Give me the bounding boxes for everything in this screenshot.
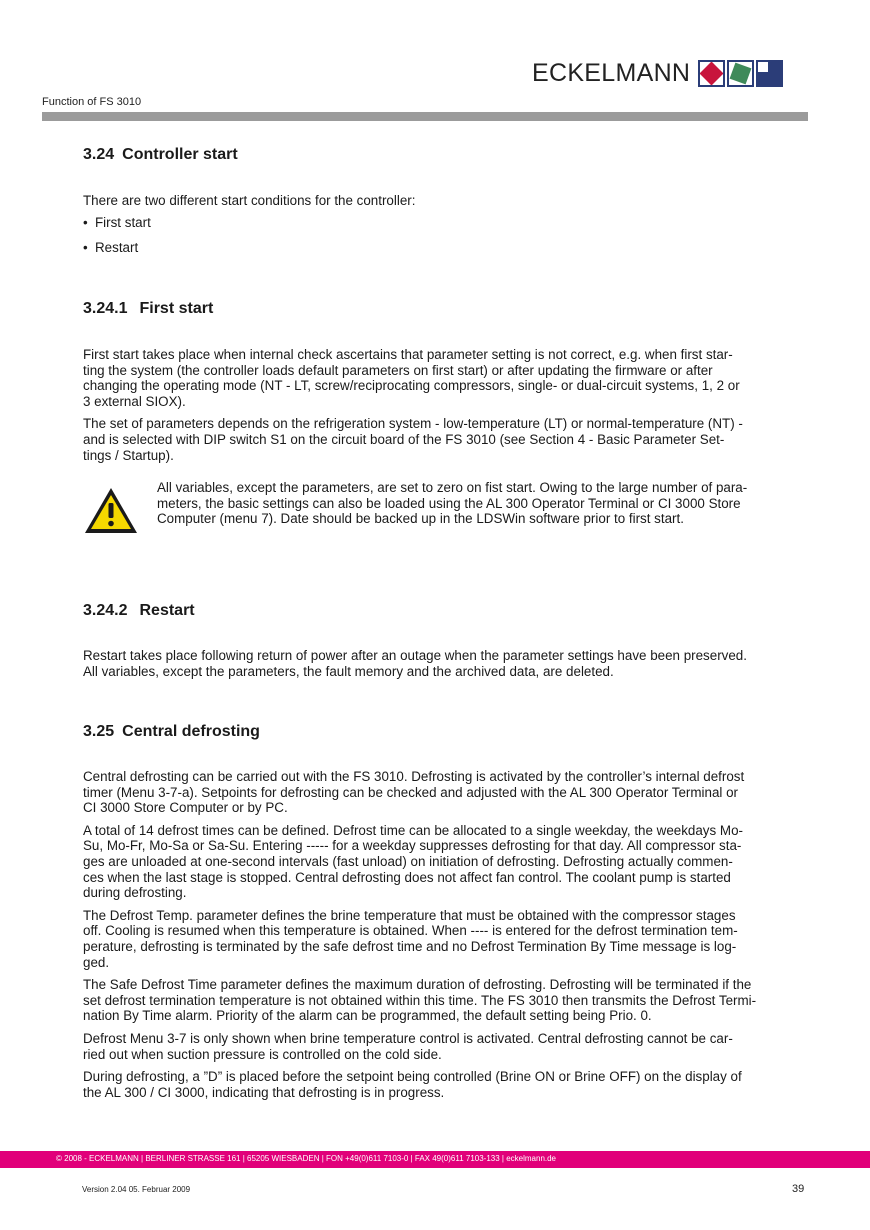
- heading-title: Central defrosting: [122, 722, 260, 740]
- text-line: The Safe Defrost Time parameter defines the maximum duration of defrosting. Defrosting will be terminated if the: [83, 977, 752, 993]
- text-line: set defrost termination temperature is not obtained within this time. The FS 3010 then transmits the Defrost Termi-: [83, 992, 757, 1008]
- text-line: ges are unloaded at one-second intervals (fast unload) on initiation of defrosting. Defrosting actually commen-: [83, 854, 733, 870]
- heading-3-24-1: [83, 301, 823, 317]
- paragraph: [83, 908, 823, 970]
- text-line: off. Cooling is resumed when this temperature is obtained. When ---- is entered for the defrost termination tem-: [83, 923, 738, 939]
- heading-number: 3.24: [83, 146, 115, 163]
- heading-title: Controller start: [122, 146, 238, 163]
- paragraph: [83, 347, 823, 409]
- text-line: ried out when suction pressure is controlled on the cold side.: [83, 1046, 442, 1062]
- header-rule: [42, 112, 808, 121]
- text-line: timer (Menu 3-7-a). Setpoints for defrosting can be checked and adjusted with the AL 300 Operator Terminal or: [83, 784, 739, 800]
- text-line: All variables, except the parameters, are set to zero on fist start. Owing to the large number of para-: [157, 480, 748, 496]
- text-line: changing the operating mode (NT - LT, screw/reciprocating compressors, single- or dual-circuit systems, 1, 2 or: [83, 378, 740, 394]
- page-content: [83, 147, 823, 1107]
- text-line: Computer (menu 7). Date should be backed up in the LDSWin software prior to first start.: [157, 511, 684, 527]
- paragraph: There are two different start conditions for the controller:: [83, 192, 416, 208]
- eckelmann-logo: [532, 58, 783, 88]
- text-line: Restart takes place following return of power after an outage when the parameter settings have been preserved.: [83, 648, 747, 664]
- heading-title: First start: [139, 300, 214, 318]
- text-line: The Defrost Temp. parameter defines the brine temperature that must be obtained with the compressor stages: [83, 907, 736, 923]
- paragraph: [83, 1069, 823, 1100]
- text-line: ces when the last stage is stopped. Central defrosting does not affect fan control. The coolant pump is started: [83, 869, 731, 885]
- paragraph: [83, 977, 823, 1024]
- paragraph: [83, 416, 823, 463]
- logo-mark: [696, 60, 783, 87]
- warning-triangle-icon: [83, 480, 157, 540]
- heading-3-25: [83, 724, 823, 740]
- paragraph: [83, 769, 823, 816]
- text-line: perature, defrosting is terminated by the safe defrost time and no Defrost Termination By Time message is log-: [83, 939, 737, 955]
- heading-3-24-2: [83, 603, 823, 619]
- paragraph: [83, 823, 823, 901]
- start-conditions-list: [83, 215, 823, 255]
- text-line: First start takes place when internal check ascertains that parameter setting is not correct, e.g. when first star-: [83, 346, 733, 362]
- heading-number: 3.24.2: [83, 601, 128, 619]
- footer-bar: [0, 1151, 870, 1168]
- text-line: ting the system (the controller loads default parameters on first start) or after updating the firmware or after: [83, 362, 713, 378]
- logo-green-square-icon: [727, 60, 754, 87]
- text-line: 3 external SIOX).: [83, 393, 186, 409]
- text-line: A total of 14 defrost times can be defined. Defrost time can be allocated to a single weekday, the weekdays Mo-: [83, 822, 743, 838]
- running-header: Function of FS 3010: [42, 96, 142, 108]
- heading-number: 3.24.1: [83, 300, 128, 318]
- text-line: during defrosting.: [83, 885, 187, 901]
- logo-text: ECKELMANN: [532, 58, 691, 87]
- heading-3-24: [83, 147, 823, 163]
- logo-navy-square-icon: [756, 60, 783, 87]
- heading-number: 3.25: [83, 722, 115, 740]
- text-line: ged.: [83, 954, 110, 970]
- list-item: • First start: [83, 215, 823, 231]
- version-info: Version 2.04 05. Februar 2009: [82, 1185, 191, 1194]
- text-line: nation By Time alarm. Priority of the alarm can be programmed, the default setting being Prio. 0.: [83, 1008, 652, 1024]
- footer-address: © 2008 - ECKELMANN | BERLINER STRASSE 161 | 65205 WIESBADEN | FON +49(0)611 7103-0 | FAX 49(0)611 7103-133 | eckelmann.de: [56, 1154, 557, 1163]
- warning-note: [83, 480, 823, 540]
- page-number: 39: [792, 1183, 805, 1195]
- list-item: • Restart: [83, 240, 823, 256]
- logo-red-diamond-icon: [698, 60, 725, 87]
- text-line: During defrosting, a ”D” is placed before the setpoint being controlled (Brine ON or Brine OFF) on the display of: [83, 1069, 742, 1085]
- text-line: The set of parameters depends on the refrigeration system - low-temperature (LT) or normal-temperature (NT) -: [83, 416, 743, 432]
- text-line: Defrost Menu 3-7 is only shown when brine temperature control is activated. Central defrosting cannot be car-: [83, 1031, 733, 1046]
- heading-title: Restart: [139, 601, 195, 619]
- text-line: All variables, except the parameters, the fault memory and the archived data, are deleted.: [83, 663, 614, 679]
- text-line: meters, the basic settings can also be loaded using the AL 300 Operator Terminal or CI 3000 Store: [157, 495, 741, 511]
- text-line: tings / Startup).: [83, 447, 174, 463]
- paragraph: [83, 648, 823, 679]
- text-line: Central defrosting can be carried out with the FS 3010. Defrosting is activated by the controller’s internal defrost: [83, 769, 745, 785]
- text-line: and is selected with DIP switch S1 on the circuit board of the FS 3010 (see Section 4 - Basic Parameter Set-: [83, 431, 725, 447]
- warning-text: [157, 480, 747, 527]
- paragraph: [83, 1031, 823, 1062]
- text-line: Su, Mo-Fr, Mo-Sa or Sa-Su. Entering ----- for a weekday suppresses defrosting for that day. All compressor sta-: [83, 838, 742, 854]
- text-line: CI 3000 Store Computer or by PC.: [83, 800, 288, 816]
- text-line: the AL 300 / CI 3000, indicating that defrosting is in progress.: [83, 1084, 445, 1100]
